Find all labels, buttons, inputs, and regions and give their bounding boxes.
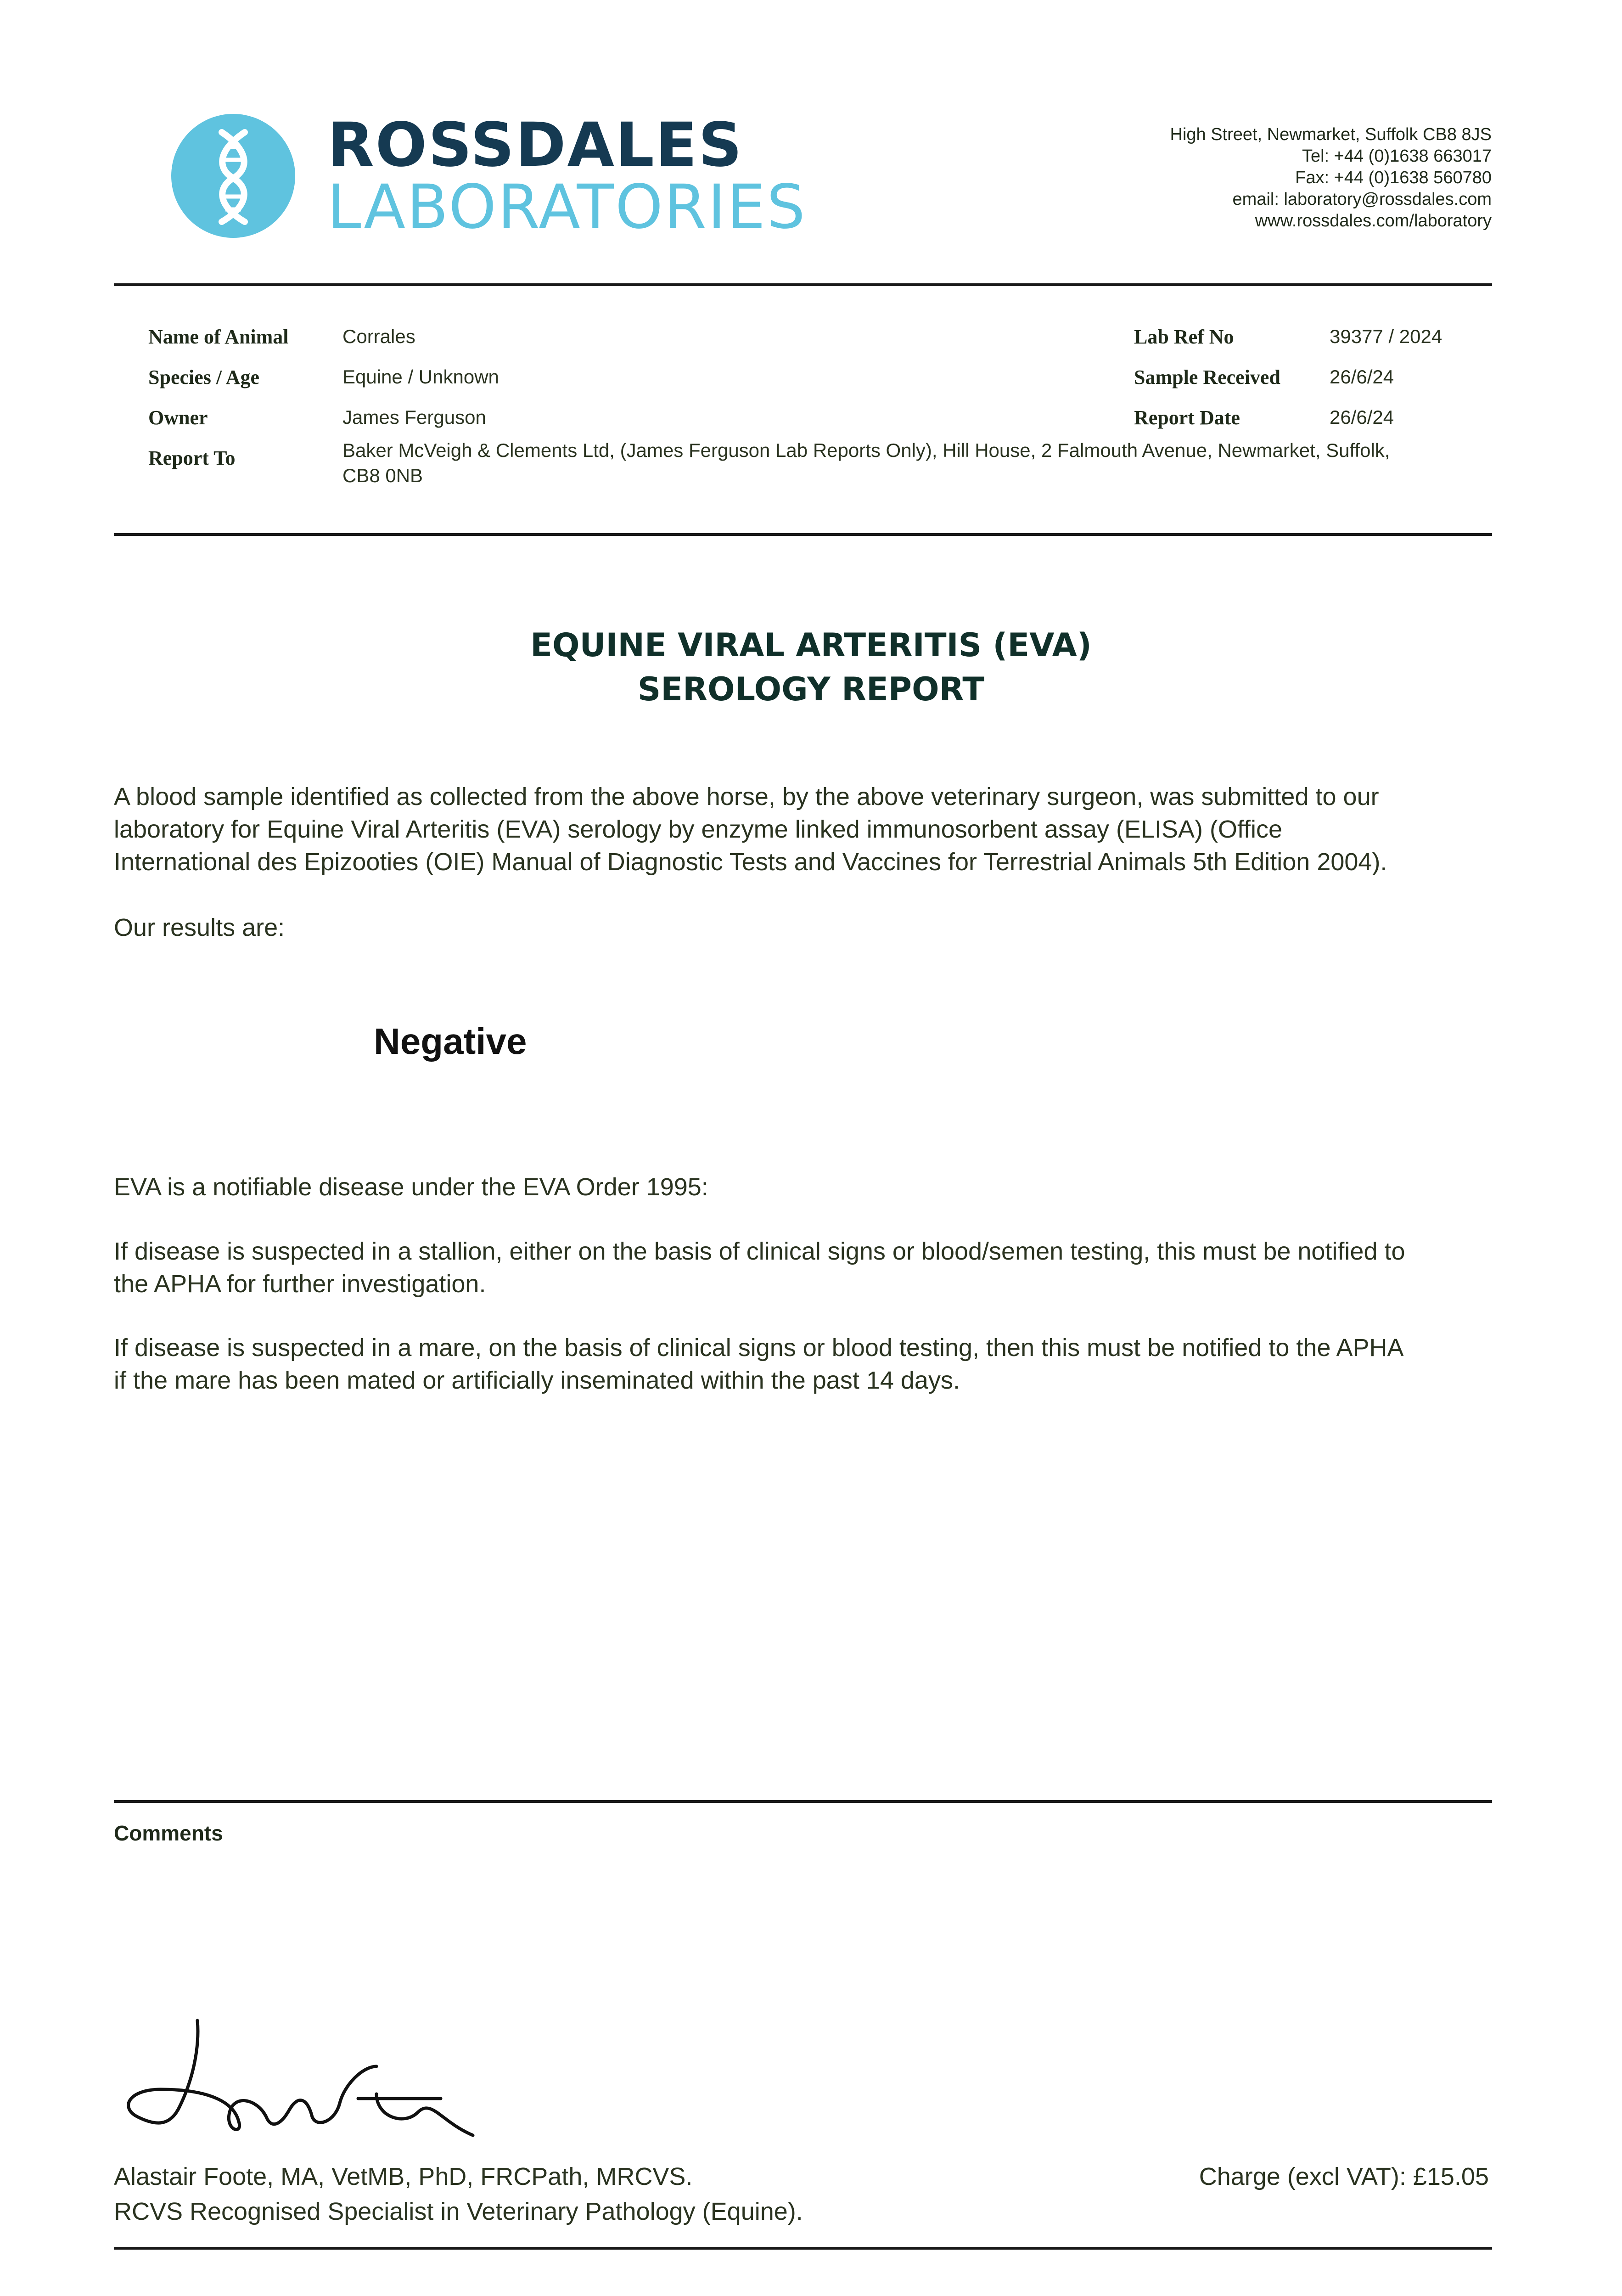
mare-line2: if the mare has been mated or artificially inseminated within the past 14 days. — [114, 1367, 960, 1394]
report-title-line1: EQUINE VIRAL ARTERITIS (EVA) — [530, 626, 1092, 664]
signer-title: RCVS Recognised Specialist in Veterinary Pathology (Equine). — [114, 2198, 803, 2225]
species-age-value: Equine / Unknown — [342, 366, 499, 388]
report-to-line2: CB8 0NB — [342, 465, 423, 486]
species-age-label: Species / Age — [148, 366, 259, 388]
stallion-line2: the APHA for further investigation. — [114, 1270, 486, 1298]
owner-value: James Ferguson — [342, 406, 486, 428]
results-intro: Our results are: — [114, 914, 285, 941]
comments-label: Comments — [114, 1821, 223, 1845]
address-email[interactable]: email: laboratory@rossdales.com — [1232, 190, 1492, 209]
intro-line3: International des Epizooties (OIE) Manual of Diagnostic Tests and Vaccines for Terrestrial Animals 5th Edition 2004). — [114, 848, 1387, 876]
dna-helix-icon — [171, 114, 295, 238]
mare-paragraph — [114, 1332, 1496, 1397]
comments-divider — [114, 1800, 1492, 1803]
address-street: High Street, Newmarket, Suffolk CB8 8JS — [1170, 125, 1492, 144]
notifiable-statement: EVA is a notifiable disease under the EVA Order 1995: — [114, 1173, 708, 1201]
test-result: Negative — [374, 1021, 527, 1062]
signature-image — [119, 2011, 477, 2149]
report-to-label: Report To — [148, 447, 236, 469]
footer-divider — [114, 2247, 1492, 2250]
brand-name-line2: LABORATORIES — [327, 172, 807, 242]
name-of-animal-value: Corrales — [342, 326, 415, 347]
intro-line1: A blood sample identified as collected from the above horse, by the above veterinary surgeon, was submitted to our — [114, 783, 1379, 810]
sample-received-label: Sample Received — [1134, 366, 1280, 388]
details-divider — [114, 533, 1492, 536]
address-fax: Fax: +44 (0)1638 560780 — [1295, 168, 1492, 187]
intro-line2: laboratory for Equine Viral Arteritis (EVA) serology by enzyme linked immunosorbent assay (ELISA) (Office — [114, 816, 1283, 843]
report-title-line2: SEROLOGY REPORT — [637, 670, 985, 708]
signer-name: Alastair Foote, MA, VetMB, PhD, FRCPath, MRCVS. — [114, 2163, 693, 2190]
address-tel: Tel: +44 (0)1638 663017 — [1302, 146, 1492, 166]
lab-address — [1170, 124, 1492, 232]
intro-paragraph — [114, 781, 1496, 878]
signer-block — [114, 2159, 803, 2229]
report-to-value — [342, 438, 1490, 488]
address-website[interactable]: www.rossdales.com/laboratory — [1255, 211, 1492, 231]
lab-ref-label: Lab Ref No — [1134, 326, 1234, 348]
stallion-line1: If disease is suspected in a stallion, either on the basis of clinical signs or blood/semen testing, this must be notified to — [114, 1238, 1405, 1265]
report-date-value: 26/6/24 — [1330, 406, 1394, 428]
owner-label: Owner — [148, 406, 208, 429]
stallion-paragraph — [114, 1235, 1496, 1300]
lab-ref-value: 39377 / 2024 — [1330, 326, 1442, 347]
sample-received-value: 26/6/24 — [1330, 366, 1394, 388]
brand-name-line1: ROSSDALES — [327, 110, 744, 180]
charge-amount: Charge (excl VAT): £15.05 — [1199, 2163, 1489, 2190]
logo — [171, 114, 295, 238]
header-divider — [114, 283, 1492, 286]
mare-line1: If disease is suspected in a mare, on the basis of clinical signs or blood testing, then this must be notified to the APHA — [114, 1334, 1404, 1362]
report-date-label: Report Date — [1134, 406, 1240, 429]
report-to-line1: Baker McVeigh & Clements Ltd, (James Ferguson Lab Reports Only), Hill House, 2 Falmouth Avenue, Newmarket, Suffolk, — [342, 439, 1390, 461]
name-of-animal-label: Name of Animal — [148, 326, 289, 348]
